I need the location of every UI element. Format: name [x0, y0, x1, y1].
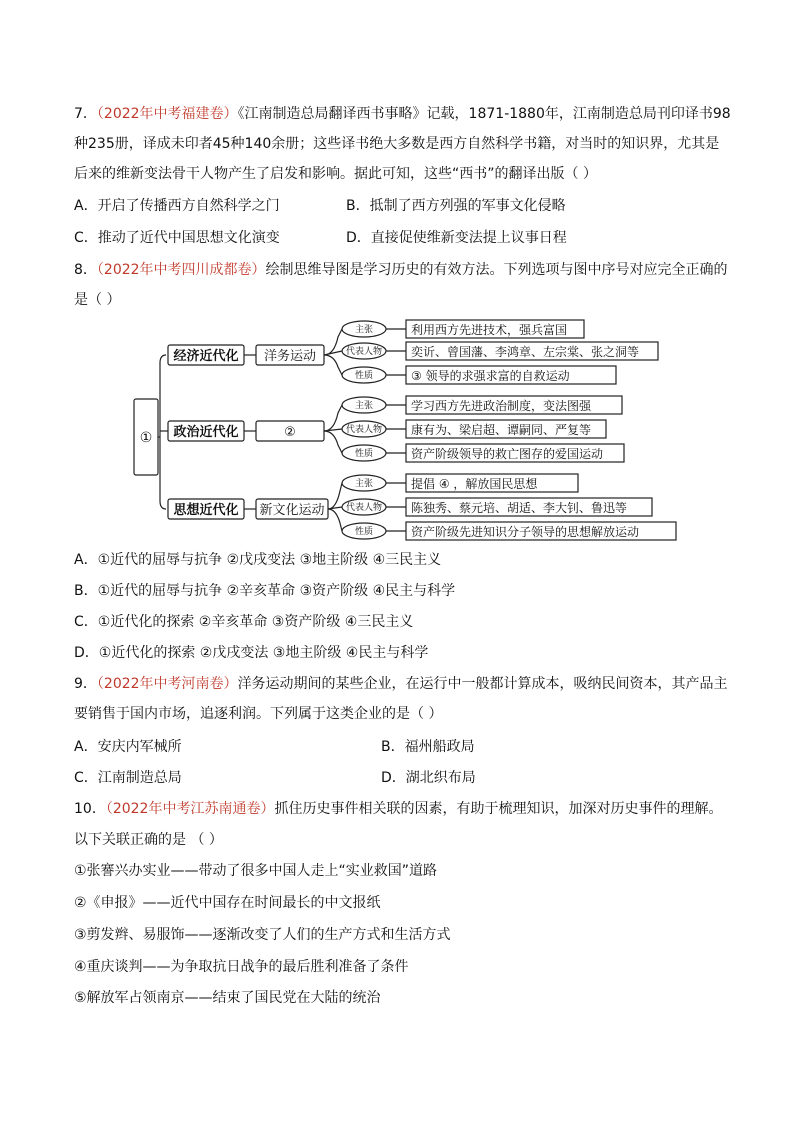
- q10-text-1: 抓住历史事件相关联的因素，有助于梳理知识，加深对历史事件的理解。: [274, 801, 723, 817]
- key-2-3: 性质: [354, 449, 374, 459]
- branch-economic-label: 经济近代化: [173, 349, 239, 364]
- q8-option-c[interactable]: C．①近代化的探索 ②辛亥革命 ③资产阶级 ④三民主义: [74, 614, 414, 630]
- value-1-1: 利用西方先进技术，强兵富国: [411, 323, 568, 337]
- q7-option-a[interactable]: A．开启了传播西方自然科学之门: [74, 198, 280, 214]
- value-2-1: 学习西方先进政治制度，变法图强: [411, 399, 592, 413]
- q8-line-1: [74, 260, 728, 280]
- value-1-3: ③ 领导的求强求富的自救运动: [411, 369, 570, 383]
- q7-option-c[interactable]: C．推动了近代中国思想文化演变: [74, 230, 280, 246]
- value-3-1: 提倡 ④ ，解放国民思想: [411, 477, 538, 491]
- q10-item-3: ③剪发辫、易服饰——逐渐改变了人们的生产方式和生活方式: [74, 927, 451, 943]
- key-2-1: 主张: [354, 401, 374, 411]
- q10-line-1: [74, 799, 722, 819]
- q10-line-2: 以下关联正确的是 （ ）: [74, 832, 223, 848]
- q7-line-3: 后来的维新变法骨干人物产生了启发和影响。据此可知，这些“西书”的翻译出版（ ）: [74, 166, 597, 182]
- key-1-3: 性质: [354, 371, 374, 381]
- q8-option-d[interactable]: D．①近代化的探索 ②戊戌变法 ③地主阶级 ④民主与科学: [74, 645, 429, 661]
- value-2-3: 资产阶级领导的救亡图存的爱国运动: [411, 447, 604, 461]
- node-economic-label: 洋务运动: [263, 349, 317, 364]
- q7-text-1: 《江南制造总局翻译西书事略》记载，1871-1880年，江南制造总局刊印译书98: [237, 106, 731, 122]
- q9-text-1: 洋务运动期间的某些企业，在运行中一般都计算成本，吸纳民间资本，其产品主: [237, 676, 728, 692]
- q8-text-1: 绘制思维导图是学习历史的有效方法。下列选项与图中序号对应完全正确的: [265, 262, 728, 278]
- key-3-1: 主张: [354, 479, 374, 489]
- branch-political-label: 政治近代化: [173, 425, 239, 440]
- node-political-label: ②: [284, 425, 296, 440]
- key-1-2: 代表人物: [345, 347, 383, 357]
- q8-option-b[interactable]: B．①近代的屈辱与抗争 ②辛亥革命 ③资产阶级 ④民主与科学: [74, 583, 456, 599]
- q10-source: （2022年中考江苏南通卷）: [105, 801, 275, 817]
- q8-line-2: 是（ ）: [74, 292, 121, 308]
- q10-number: 10．: [74, 801, 106, 817]
- q8-option-a[interactable]: A．①近代的屈辱与抗争 ②戊戌变法 ③地主阶级 ④三民主义: [74, 552, 442, 568]
- value-3-3: 资产阶级先进知识分子领导的思想解放运动: [411, 525, 640, 539]
- q7-number: 7．: [74, 106, 97, 122]
- value-1-2: 奕䜣、曾国藩、李鸿章、左宗棠、张之洞等: [411, 345, 640, 359]
- node-thought-label: 新文化运动: [259, 503, 325, 518]
- mind-map-diagram: [120, 315, 680, 545]
- q8-number: 8．: [74, 262, 97, 278]
- q8-source: （2022年中考四川成都卷）: [96, 262, 266, 278]
- q9-option-a[interactable]: A．安庆内军械所: [74, 739, 182, 755]
- q10-item-1: ①张謇兴办实业——带动了很多中国人走上“实业救国”道路: [74, 863, 438, 879]
- q9-option-d[interactable]: D．湖北织布局: [381, 770, 476, 786]
- q7-option-d[interactable]: D．直接促使维新变法提上议事日程: [346, 230, 567, 246]
- q9-number: 9．: [74, 676, 97, 692]
- q10-item-4: ④重庆谈判——为争取抗日战争的最后胜利准备了条件: [74, 959, 409, 975]
- root-label: ①: [139, 430, 153, 446]
- q7-line-1: [74, 104, 731, 124]
- value-2-2: 康有为、梁启超、谭嗣同、严复等: [411, 423, 592, 437]
- q9-source: （2022年中考河南卷）: [96, 676, 238, 692]
- q10-item-2: ②《申报》——近代中国存在时间最长的中文报纸: [74, 895, 381, 911]
- key-3-3: 性质: [354, 527, 374, 537]
- key-2-2: 代表人物: [345, 425, 383, 435]
- q7-line-2: 种235册，译成未印者45种140余册；这些译书绝大多数是西方自然科学书籍，对当时的知识界，尤其是: [74, 136, 720, 152]
- q9-line-2: 要销售于国内市场，追逐利润。下列属于这类企业的是（ ）: [74, 706, 443, 722]
- q7-option-b[interactable]: B．抵制了西方列强的军事文化侵略: [346, 198, 566, 214]
- key-1-1: 主张: [354, 325, 374, 335]
- q10-item-5: ⑤解放军占领南京——结束了国民党在大陆的统治: [74, 990, 381, 1006]
- value-3-2: 陈独秀、蔡元培、胡适、李大钊、鲁迅等: [411, 501, 628, 515]
- key-3-2: 代表人物: [345, 503, 383, 513]
- q9-line-1: [74, 674, 728, 694]
- q9-option-c[interactable]: C．江南制造总局: [74, 770, 182, 786]
- branch-thought-label: 思想近代化: [173, 503, 239, 518]
- q9-option-b[interactable]: B．福州船政局: [381, 739, 475, 755]
- q7-source: （2022年中考福建卷）: [96, 106, 238, 122]
